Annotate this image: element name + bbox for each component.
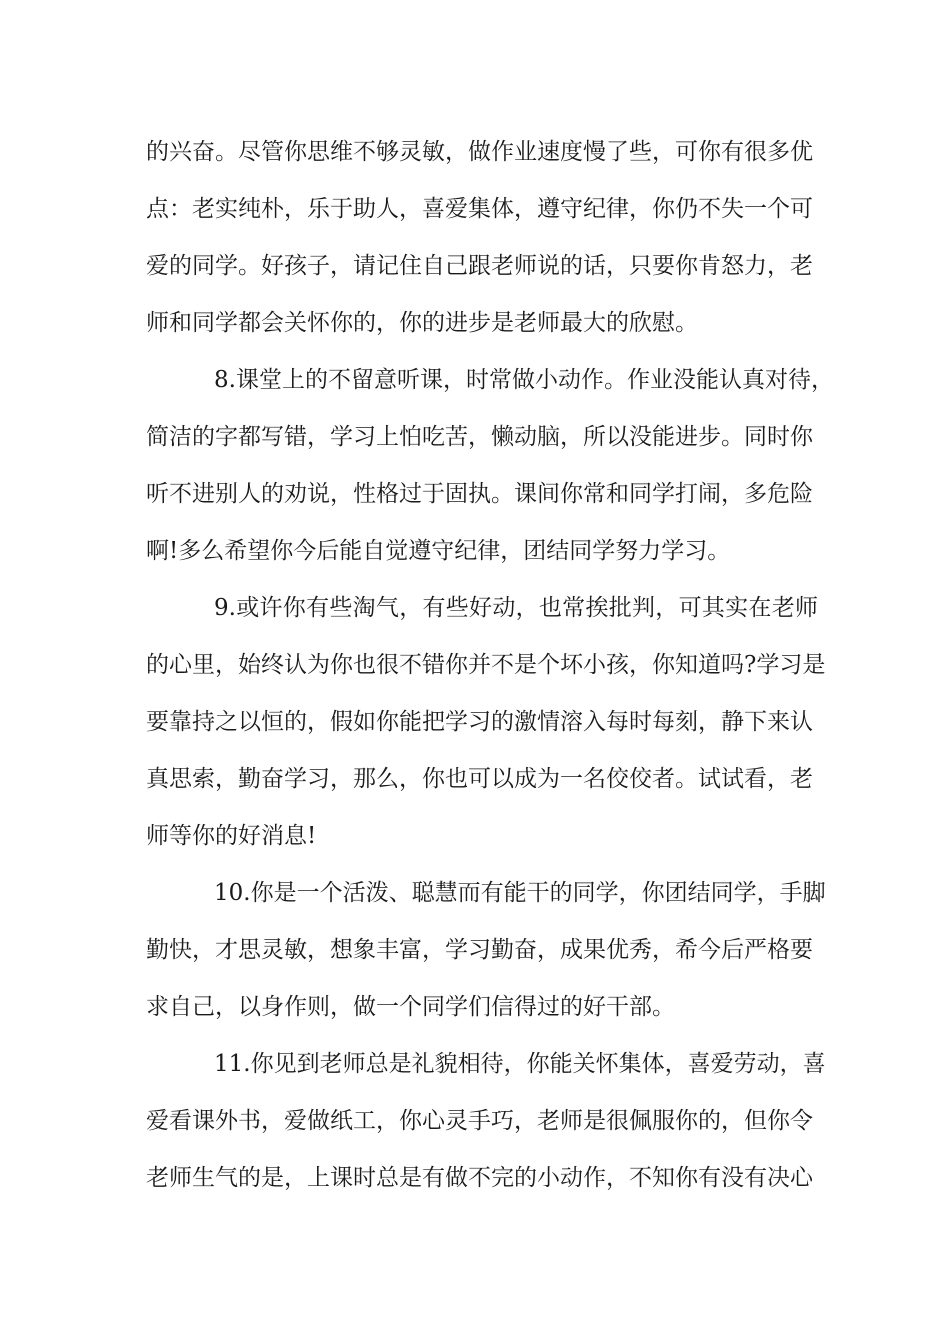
paragraph-8-first-line: 8.课堂上的不留意听课，时常做小动作。作业没能认真对待， [214, 367, 834, 393]
text-line: 老师生气的是，上课时总是有做不完的小动作，不知你有没有决心 [146, 1165, 813, 1191]
text-line: 的兴奋。尽管你思维不够灵敏，做作业速度慢了些，可你有很多优 [146, 139, 813, 165]
text-line: 点：老实纯朴，乐于助人，喜爱集体，遵守纪律，你仍不失一个可 [146, 196, 813, 222]
text-line: 要靠持之以恒的，假如你能把学习的激情溶入每时每刻，静下来认 [146, 709, 813, 735]
text-line: 师等你的好消息! [146, 823, 317, 849]
text-line: 听不进别人的劝说，性格过于固执。课间你常和同学打闹，多危险 [146, 481, 813, 507]
text-line: 勤快，才思灵敏，想象丰富，学习勤奋，成果优秀，希今后严格要 [146, 937, 813, 963]
text-line: 爱的同学。好孩子，请记住自己跟老师说的话，只要你肯怒力，老 [146, 253, 813, 279]
text-line: 的心里，始终认为你也很不错你并不是个坏小孩，你知道吗?学习是 [146, 652, 826, 678]
text-line: 求自己，以身作则，做一个同学们信得过的好干部。 [146, 994, 675, 1020]
text-line: 爱看课外书，爱做纸工，你心灵手巧，老师是很佩服你的，但你令 [146, 1108, 813, 1134]
paragraph-11-first-line: 11.你见到老师总是礼貌相待，你能关怀集体，喜爱劳动，喜 [214, 1051, 826, 1077]
text-line: 简洁的字都写错，学习上怕吃苦，懒动脑，所以没能进步。同时你 [146, 424, 813, 450]
text-line: 真思索，勤奋学习，那么，你也可以成为一名佼佼者。试试看，老 [146, 766, 813, 792]
text-line: 师和同学都会关怀你的，你的进步是老师最大的欣慰。 [146, 310, 698, 336]
paragraph-9-first-line: 9.或许你有些淘气，有些好动，也常挨批判，可其实在老师 [214, 595, 818, 621]
paragraph-10-first-line: 10.你是一个活泼、聪慧而有能干的同学，你团结同学，手脚 [214, 880, 826, 906]
text-line: 啊!多么希望你今后能自觉遵守纪律，团结同学努力学习。 [146, 538, 731, 564]
